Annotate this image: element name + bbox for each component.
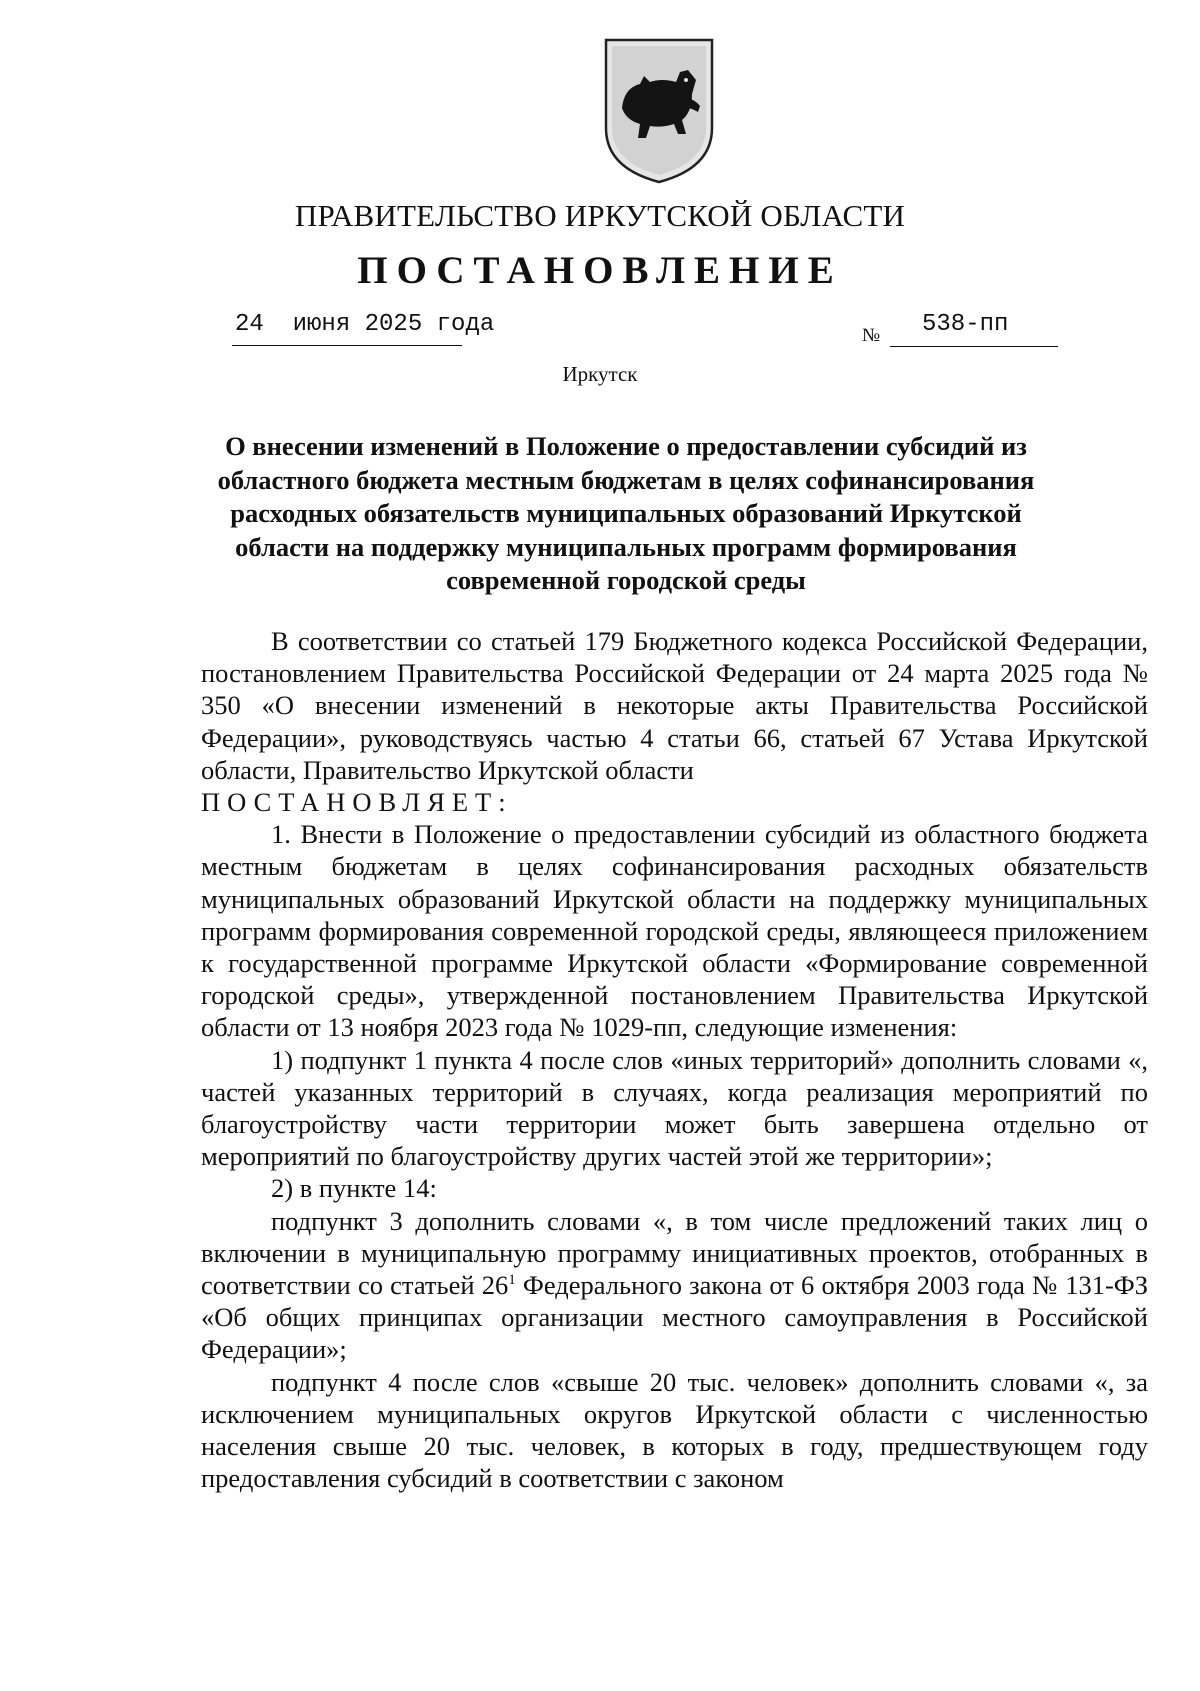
document-body (201, 625, 1148, 1494)
resolve-word: ПОСТАНОВЛЯЕТ: (201, 787, 513, 818)
number-sign: № (862, 325, 881, 346)
subitem-3-paragraph (201, 1205, 1148, 1366)
city: Иркутск (562, 362, 638, 386)
subitem-3-text-b: Федерального закона от 6 октября 2003 года № 131-ФЗ «Об общих принципах организации местного самоуправления в Российской Федерации»; (201, 1270, 1148, 1365)
document-type: ПОСТАНОВЛЕНИЕ (357, 249, 843, 292)
organization-name: ПРАВИТЕЛЬСТВО ИРКУТСКОЙ ОБЛАСТИ (294, 198, 906, 233)
coat-of-arms-icon (600, 36, 718, 186)
subitem-3-text-a: подпункт 3 дополнить словами «, в том числе предложений таких лиц о включении в муниципальную программу инициативных проектов, отобранных в соответствии со статьей 26 (201, 1205, 1148, 1301)
document-number: 538-пп (922, 311, 1009, 338)
subitem-1-paragraph: 1) подпункт 1 пункта 4 после слов «иных территорий» дополнить словами «, частей указанных территорий в случаях, когда реализация мероприятий по благоустройству части территории может быть завершена отдельно от мероприятий по благоустройству других частей этой же территории»; (201, 1044, 1148, 1172)
document-title: О внесении изменений в Положение о предоставлении субсидий из областного бюджета местным бюджетам в целях софинансирования расходных обязательств муниципальных образований Иркутской области на поддержку муниципальных программ формирования современной городской среды (217, 431, 1035, 595)
item-1-paragraph: 1. Внести в Положение о предоставлении субсидий из областного бюджета местным бюджетам в целях софинансирования расходных обязательств муниципальных образований Иркутской области на поддержку муниципальных программ формирования современной городской среды, являющееся приложением к государственной программе Иркутской области «Формирование современной городской среды», утвержденной постановлением Правительства Иркутской области от 13 ноября 2023 года № 1029-пп, следующие изменения: (201, 819, 1148, 1043)
preamble-paragraph: В соответствии со статьей 179 Бюджетного кодекса Российской Федерации, постановлением Правительства Российской Федерации от 24 марта 2025 года № 350 «О внесении изменений в некоторые акты Правительства Российской Федерации», руководствуясь частью 4 статьи 66, статьей 67 Устава Иркутской области, Правительство Иркутской области (201, 626, 1148, 785)
article-superscript: 1 (508, 1272, 516, 1289)
document-date: 24 июня 2025 года (235, 311, 495, 338)
subitem-2-paragraph: 2) в пункте 14: (271, 1173, 437, 1204)
subitem-4-paragraph: подпункт 4 после слов «свыше 20 тыс. человек» дополнить словами «, за исключением муниципальных округов Иркутской области с численностью населения свыше 20 тыс. человек, в которых в году, предшествующем году предоставления субсидий в соответствии с законом (201, 1366, 1148, 1494)
